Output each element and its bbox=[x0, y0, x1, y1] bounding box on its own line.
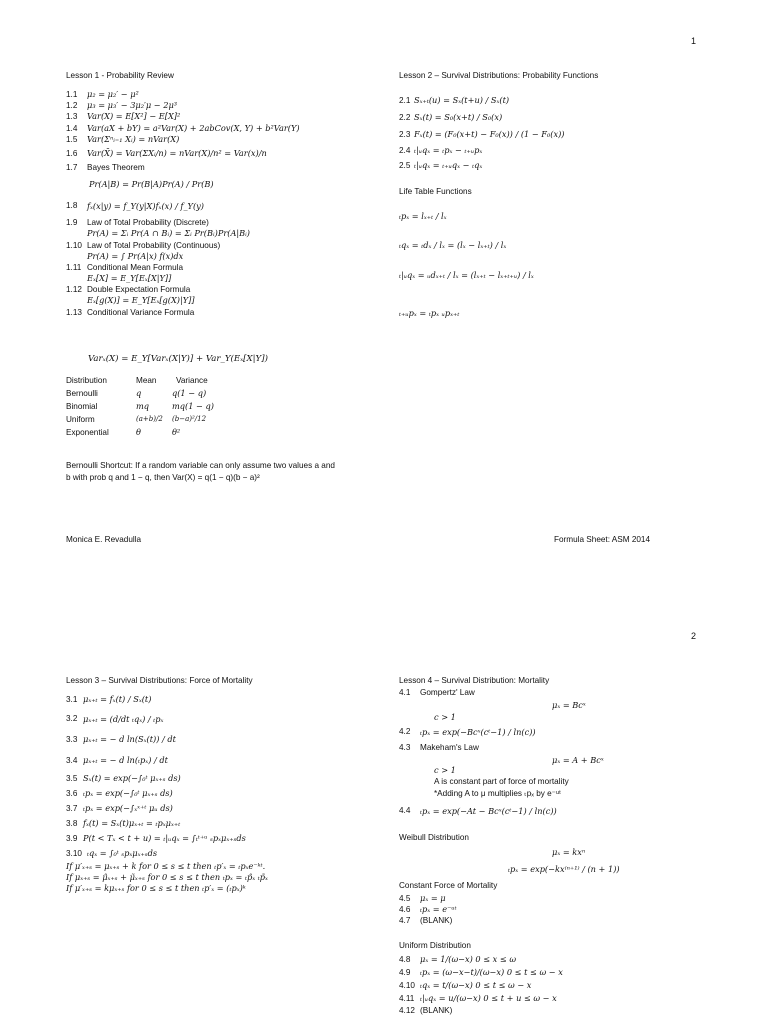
formula-number bbox=[66, 173, 87, 195]
life-table-title: Life Table Functions bbox=[399, 187, 472, 196]
formula: Eₓ[g(X)] = E_Y[Eₓ[g(X)|Y]] bbox=[87, 295, 195, 306]
formula-item bbox=[66, 771, 268, 786]
formula-item bbox=[399, 953, 563, 966]
formula: ₜpₓ = exp(−∫₀ᵗ μₓ₊ₛ ds) bbox=[83, 788, 173, 798]
formula: μₓ₊ₜ = (d/dt ₜqₓ) / ₜpₓ bbox=[83, 714, 164, 724]
formula-item bbox=[66, 750, 268, 771]
note-item bbox=[66, 861, 268, 872]
life-table-formula: ₜqₓ = ₜdₓ / lₓ = (lₓ − lₓ₊ₜ) / lₓ bbox=[399, 240, 507, 250]
gompertz-force: μₓ = Bcˣ bbox=[552, 700, 586, 710]
formula-item bbox=[66, 831, 268, 846]
formula: ₜ|ᵤqₓ = ₜpₓ − ₜ₊ᵤpₓ bbox=[414, 145, 483, 155]
formula: ₜ|ᵤqₓ = u/(ω−x) 0 ≤ t + u ≤ ω − x bbox=[420, 993, 557, 1003]
formula: fₓ(x|y) = f_Y(y|X)fₓ(x) / f_Y(y) bbox=[87, 201, 204, 212]
formula-number: 1.8 bbox=[66, 201, 78, 211]
life-table-formula: ₜpₓ = lₓ₊ₜ / lₓ bbox=[399, 211, 447, 221]
formula-item bbox=[399, 143, 564, 158]
column-header: Distribution bbox=[66, 376, 107, 385]
formula: Sₓ(t) = exp(−∫₀ᵗ μₓ₊ₛ ds) bbox=[83, 773, 181, 783]
formula: μₓ = 1/(ω−x) 0 ≤ x ≤ ω bbox=[420, 954, 517, 964]
formula-number: 4.5 bbox=[399, 894, 411, 903]
gompertz-title: Gompertz' Law bbox=[420, 688, 475, 697]
table-cell: (a+b)/2 bbox=[136, 415, 163, 423]
formula: Fₓ(t) = (F₀(x+t) − F₀(x)) / (1 − F₀(x)) bbox=[414, 129, 565, 139]
formula-item bbox=[66, 89, 300, 100]
column-header: Variance bbox=[176, 376, 208, 385]
formula-item bbox=[399, 158, 564, 173]
column-header: Mean bbox=[136, 376, 157, 385]
formula-number: 1.4 bbox=[66, 123, 78, 133]
makeham-number: 4.3 bbox=[399, 743, 411, 752]
formula-heading: Law of Total Probability (Discrete) bbox=[87, 218, 209, 228]
sheet-title: Formula Sheet: ASM 2014 bbox=[554, 535, 651, 544]
lesson-2-title: Lesson 2 – Survival Distributions: Probability Functions bbox=[399, 71, 599, 80]
table-row bbox=[66, 413, 246, 426]
formula: ₜqₓ = ∫₀ᵗ ₛpₓμₓ₊ₛds bbox=[87, 848, 158, 858]
makeham-title: Makeham's Law bbox=[420, 743, 479, 752]
formula: Var(Σⁿᵢ₌₁ Xᵢ) = nVar(X) bbox=[87, 133, 180, 144]
formula-item bbox=[399, 915, 457, 926]
formula-number: 4.6 bbox=[399, 905, 411, 915]
formula-item bbox=[66, 801, 268, 816]
formula-number: 3.2 bbox=[66, 714, 78, 723]
formula: μ₃ = μ₃′ − 3μ₂′μ − 2μ³ bbox=[87, 100, 178, 111]
formula: μₓ₊ₜ = − d ln(ₜpₓ) / dt bbox=[83, 755, 168, 765]
uniform-title: Uniform Distribution bbox=[399, 941, 471, 950]
uniform-list bbox=[399, 953, 563, 1017]
weibull-title: Weibull Distribution bbox=[399, 833, 469, 842]
formula-number: 1.1 bbox=[66, 90, 78, 99]
lesson-3-formula-list bbox=[66, 690, 268, 895]
formula-number: 3.4 bbox=[66, 756, 78, 765]
formula: fₓ(t) = Sₓ(t)μₓ₊ₜ = ₜpₓμₓ₊ₜ bbox=[83, 818, 181, 828]
formula-item bbox=[66, 240, 300, 251]
formula-item bbox=[399, 992, 563, 1005]
table-cell: Bernoulli bbox=[66, 389, 98, 398]
formula-item bbox=[66, 284, 300, 295]
formula: ₜpₓ = e⁻ᵘᵗ bbox=[420, 904, 457, 915]
formula-item bbox=[66, 195, 300, 217]
note: If μ′ₓ₊ₛ = μₓ₊ₛ + k for 0 ≤ s ≤ t then ₜp′ₓ = ₜpₓe⁻ᵏᵗ. bbox=[66, 861, 266, 871]
formula-heading: Law of Total Probability (Continuous) bbox=[87, 240, 221, 250]
constant-force-title: Constant Force of Mortality bbox=[399, 881, 498, 890]
conditional-variance-formula: Varₓ(X) = E_Y[Varₓ(X|Y)] + Var_Y(Eₓ[X|Y]) bbox=[88, 354, 268, 364]
formula-item bbox=[399, 92, 564, 109]
table-cell: mq(1 − q) bbox=[172, 401, 214, 411]
note: If μₓ₊ₛ = μ̂ₓ₊ₛ + μ̃ₓ₊ₛ for 0 ≤ s ≤ t then ₜpₓ = ₜp̂ₓ ₜp̃ₓ bbox=[66, 872, 268, 883]
formula-number: 1.11 bbox=[66, 262, 82, 272]
formula-number: 3.3 bbox=[66, 735, 78, 744]
formula: Var(X) = E[X²] − E[X]² bbox=[87, 111, 181, 122]
makeham-survival: ₜpₓ = exp(−At − Bcˣ(cᵗ−1) / ln(c)) bbox=[420, 806, 557, 816]
bernoulli-shortcut-line-2: b with prob q and 1 − q, then Var(X) = q(1 − q)(b − a)² bbox=[66, 473, 260, 482]
lesson-1-formula-list bbox=[66, 89, 300, 318]
weibull-force: μₓ = kxⁿ bbox=[552, 847, 586, 857]
formula: Eₓ[X] = E_Y[Eₓ[X|Y]] bbox=[87, 273, 172, 284]
formula-number: 1.12 bbox=[66, 285, 82, 295]
formula-number: 4.10 bbox=[399, 981, 415, 990]
formula-number: 1.6 bbox=[66, 148, 78, 158]
lesson-3-title: Lesson 3 – Survival Distributions: Force of Mortality bbox=[66, 676, 253, 685]
distribution-table bbox=[66, 374, 246, 439]
formula-heading: Bayes Theorem bbox=[87, 162, 145, 172]
formula-item bbox=[66, 273, 300, 284]
lesson-2-formula-list bbox=[399, 92, 564, 173]
gompertz-survival: ₜpₓ = exp(−Bcˣ(cᵗ−1) / ln(c)) bbox=[420, 727, 536, 737]
formula-number bbox=[66, 273, 87, 284]
formula-item bbox=[66, 111, 300, 122]
formula: μₓ = μ bbox=[420, 893, 446, 903]
table-cell: Uniform bbox=[66, 415, 95, 424]
lesson-1-title: Lesson 1 - Probability Review bbox=[66, 71, 174, 80]
table-cell: q bbox=[136, 388, 142, 398]
formula-number: 2.4 bbox=[399, 146, 411, 155]
note-item bbox=[66, 872, 268, 883]
formula: Sₓ(t) = S₀(x+t) / S₀(x) bbox=[414, 112, 503, 122]
formula: ₜqₓ = t/(ω−x) 0 ≤ t ≤ ω − x bbox=[420, 980, 532, 990]
formula-number: 2.5 bbox=[399, 161, 411, 170]
formula-item bbox=[399, 1005, 563, 1017]
formula-number: 3.1 bbox=[66, 695, 78, 704]
table-row bbox=[66, 400, 246, 413]
formula: ₜpₓ = exp(−∫ₓˣ⁺ᵗ μᵤ ds) bbox=[83, 803, 173, 813]
formula-number: 3.9 bbox=[66, 834, 78, 843]
formula-item bbox=[66, 786, 268, 801]
formula-number: 1.7 bbox=[66, 162, 78, 172]
formula: P(t < Tₓ < t + u) = ₜ|ᵤqₓ = ∫ₜᵗ⁺ᵘ ₛpₓμₓ₊ₛds bbox=[83, 833, 246, 843]
table-cell: θ bbox=[136, 427, 141, 437]
formula-item bbox=[66, 162, 300, 173]
formula-item bbox=[66, 217, 300, 228]
formula-item bbox=[399, 126, 564, 143]
formula-item bbox=[399, 966, 563, 979]
constant-force-list bbox=[399, 893, 457, 927]
formula-number: 4.9 bbox=[399, 968, 411, 977]
formula-number: 3.7 bbox=[66, 804, 78, 813]
table-cell: Binomial bbox=[66, 402, 98, 411]
formula-heading: Conditional Mean Formula bbox=[87, 262, 184, 272]
formula-item bbox=[66, 134, 300, 145]
formula: Sₓ₊ₜ(u) = Sₓ(t+u) / Sₓ(t) bbox=[414, 95, 510, 105]
formula: (BLANK) bbox=[420, 916, 453, 926]
note-item bbox=[66, 883, 268, 894]
formula: Pr(A) = Σᵢ Pr(A ∩ Bᵢ) = Σᵢ Pr(Bᵢ)Pr(A|Bᵢ) bbox=[87, 228, 251, 239]
lesson-4-title: Lesson 4 – Survival Distribution: Mortality bbox=[399, 676, 550, 685]
formula-item bbox=[66, 816, 268, 831]
formula-number: 2.2 bbox=[399, 113, 411, 122]
formula-number: 3.8 bbox=[66, 819, 78, 828]
formula: ₜ|ᵤqₓ = ₜ₊ᵤqₓ − ₜqₓ bbox=[414, 160, 483, 170]
table-cell: θ² bbox=[172, 427, 181, 437]
formula-item bbox=[399, 979, 563, 992]
page-number: 2 bbox=[691, 631, 697, 641]
formula-heading: Conditional Variance Formula bbox=[87, 307, 195, 317]
formula-item bbox=[399, 893, 457, 904]
formula-number: 4.4 bbox=[399, 806, 411, 815]
formula-number: 1.13 bbox=[66, 307, 82, 317]
formula-item bbox=[66, 690, 268, 709]
table-row bbox=[66, 426, 246, 439]
formula: μₓ₊ₜ = − d ln(Sₓ(t)) / dt bbox=[83, 734, 176, 744]
formula-item bbox=[66, 709, 268, 729]
table-cell: (b−a)²/12 bbox=[172, 415, 207, 423]
bernoulli-shortcut-line-1: Bernoulli Shortcut: If a random variable can only assume two values a and bbox=[66, 461, 335, 470]
formula: ₜpₓ = (ω−x−t)/(ω−x) 0 ≤ t ≤ ω − x bbox=[420, 967, 563, 977]
formula-number: 3.5 bbox=[66, 774, 78, 783]
formula-number: 1.3 bbox=[66, 112, 78, 122]
gompertz-condition: c > 1 bbox=[434, 712, 456, 722]
table-cell: q(1 − q) bbox=[172, 388, 207, 398]
life-table-formula: ₜ₊ᵤpₓ = ₜpₓ ᵤpₓ₊ₜ bbox=[399, 308, 460, 318]
formula-number: 2.1 bbox=[399, 96, 411, 105]
formula-item bbox=[66, 251, 300, 262]
table-row bbox=[66, 387, 246, 400]
formula-item bbox=[66, 262, 300, 273]
makeham-condition: c > 1 bbox=[434, 765, 456, 775]
formula: Var(X̄) = Var(ΣXᵢ/n) = nVar(X)/n² = Var(x)/n bbox=[87, 147, 267, 158]
page-number: 1 bbox=[691, 36, 697, 46]
formula: (BLANK) bbox=[420, 1006, 453, 1015]
life-table-formula: ₜ|ᵤqₓ = ᵤdₓ₊ₜ / lₓ = (lₓ₊ₜ − lₓ₊ₜ₊ᵤ) / lₓ bbox=[399, 270, 534, 280]
formula-item bbox=[66, 228, 300, 239]
formula-item bbox=[66, 173, 300, 195]
formula-number bbox=[66, 295, 87, 306]
formula-number: 4.8 bbox=[399, 955, 411, 964]
author-name: Monica E. Revadulla bbox=[66, 535, 142, 544]
formula-item bbox=[66, 123, 300, 134]
makeham-note: A is constant part of force of mortality bbox=[434, 777, 569, 786]
formula-number: 2.3 bbox=[399, 130, 411, 139]
formula: μ₂ = μ₂′ − μ² bbox=[87, 89, 139, 99]
formula-number: 1.9 bbox=[66, 218, 78, 228]
weibull-survival: ₜpₓ = exp(−kx⁽ⁿ⁺¹⁾ / (n + 1)) bbox=[508, 864, 620, 874]
formula-number: 4.11 bbox=[399, 994, 415, 1003]
makeham-note: *Adding A to μ multiplies ₜpₓ by e⁻ᵘᵗ bbox=[434, 789, 561, 798]
formula-number: 3.10 bbox=[66, 849, 82, 858]
formula-item bbox=[66, 295, 300, 306]
formula: Pr(A|B) = Pr(B|A)Pr(A) / Pr(B) bbox=[89, 179, 214, 190]
formula-heading: Double Expectation Formula bbox=[87, 285, 191, 295]
note: If μ′ₓ₊ₛ = kμₓ₊ₛ for 0 ≤ s ≤ t then ₜp′ₓ = (ₜpₓ)ᵏ bbox=[66, 883, 246, 894]
formula-item bbox=[66, 100, 300, 111]
formula: Var(aX + bY) = a²Var(X) + 2abCov(X, Y) + b²Var(Y) bbox=[87, 122, 300, 133]
formula-number bbox=[66, 251, 87, 262]
formula-number: 1.5 bbox=[66, 134, 78, 144]
formula-item bbox=[66, 729, 268, 750]
formula-item bbox=[399, 904, 457, 915]
formula-number: 1.10 bbox=[66, 240, 82, 250]
table-header bbox=[66, 374, 246, 387]
formula: μₓ₊ₜ = fₓ(t) / Sₓ(t) bbox=[83, 694, 152, 704]
formula-item bbox=[66, 307, 300, 318]
formula-item bbox=[66, 846, 268, 861]
gompertz-number: 4.1 bbox=[399, 688, 411, 697]
formula-number: 4.2 bbox=[399, 727, 411, 736]
formula-number: 4.12 bbox=[399, 1006, 415, 1015]
formula: Pr(A) = ∫ Pr(A|x) f(x)dx bbox=[87, 250, 184, 261]
formula-number: 1.2 bbox=[66, 101, 78, 111]
formula-number: 3.6 bbox=[66, 789, 78, 798]
table-cell: Exponential bbox=[66, 428, 109, 437]
makeham-force: μₓ = A + Bcˣ bbox=[552, 755, 604, 765]
formula-item bbox=[399, 109, 564, 126]
table-cell: mq bbox=[136, 401, 150, 411]
formula-item bbox=[66, 145, 300, 162]
formula-number bbox=[66, 228, 87, 239]
formula-number: 4.7 bbox=[399, 916, 411, 926]
